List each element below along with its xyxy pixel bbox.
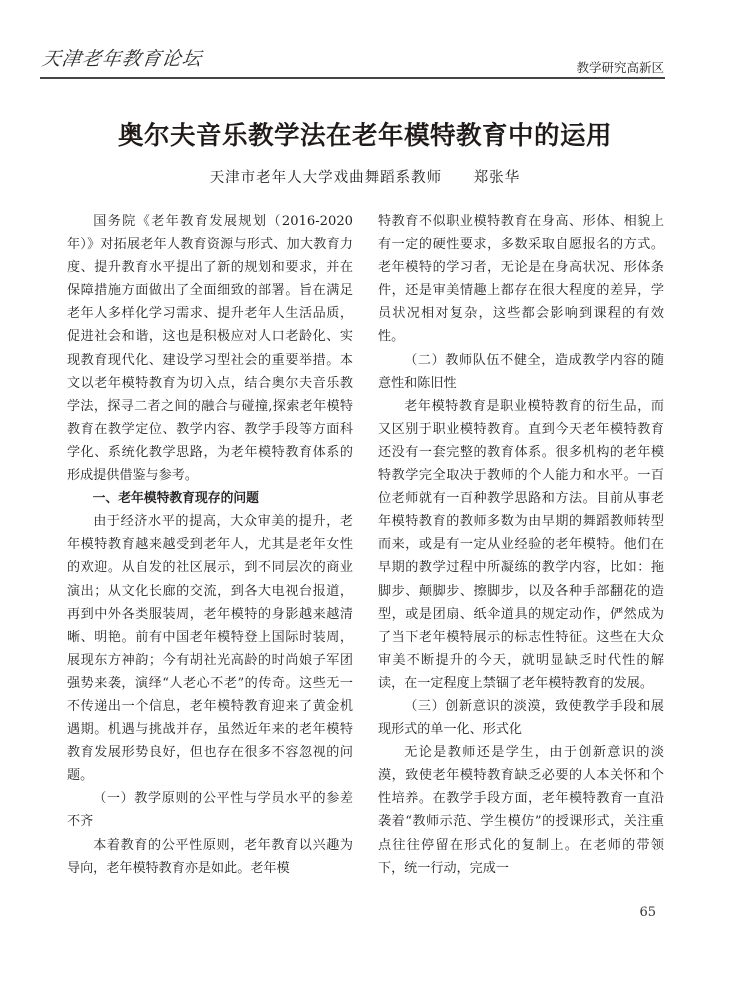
subsection-heading-2: （二）教师队伍不健全，造成教学内容的随意性和陈旧性	[378, 352, 664, 391]
left-column	[67, 210, 353, 880]
subsection-heading-1: （一）教学原则的公平性与学员水平的参差不齐	[67, 791, 353, 830]
author-affiliation: 天津市老年人大学戏曲舞蹈系教师	[209, 170, 443, 186]
body-paragraph: 老年模特教育是职业模特教育的衍生品，而又区别于职业模特教育。直到今天老年模特教育还没有一套完整的教育体系。很多机构的老年模特教学完全取决于教师的个人能力和水平。一百位老师就有一百种教学思路和方法。目前从事老年模特教育的教师多数为由早期的舞蹈教师转型而来，或是有一定从业经验的老年模特。他们在早期的教学过程中所凝练的教学内容，比如：拖脚步、颠脚步、擦脚步，以及各种手部翻花的造型，或是团扇、纸伞道具的规定动作，俨然成为了当下老年模特展示的标志性特征。这些在大众审美不断提升的今天，就明显缺乏时代性的解读，在一定程度上禁锢了老年模特教育的发展。	[378, 398, 664, 691]
journal-logo: 天津老年教育论坛	[40, 48, 204, 70]
body-paragraph: 本着教育的公平性原则，老年教育以兴趣为导向，老年模特教育亦是如此。老年模	[67, 837, 353, 876]
page-number: 65	[639, 905, 656, 920]
byline	[0, 166, 730, 187]
body-paragraph-continued: 特教育不似职业模特教育在身高、形体、相貌上有一定的硬性要求，多数采取自愿报名的方式。老年模特的学习者，无论是在身高状况、形体条件，还是审美情趣上都存在很大程度的差异，学员状况相对复杂，这些都会影响到课程的有效性。	[378, 214, 664, 345]
subsection-heading-3: （三）创新意识的淡漠，致使教学手段和展现形式的单一化、形式化	[378, 698, 664, 738]
section-label: 教学研究高新区	[576, 60, 664, 75]
section-heading-1: 一、老年模特教育现存的问题	[92, 491, 259, 507]
intro-paragraph: 国务院《老年教育发展规划（2016-2020年）》对拓展老年人教育资源与形式、加大教育力度、提升教育水平提出了新的规划和要求，并在保障措施方面做出了全面细致的部署。旨在满足老年人多样化学习需求、提升老年人生活品质，促进社会和谐，这也是积极应对人口老龄化、实现教育现代化、建设学习型社会的重要举措。本文以老年模特教育为切入点，结合奥尔夫音乐教学法，探寻二者之间的融合与碰撞,探索老年模特教育在教学定位、教学内容、教学手段等方面科学化、系统化教学思路，为老年模特教育体系的形成提供借鉴与参考。	[67, 214, 353, 484]
right-column	[378, 210, 664, 880]
author-name: 郑张华	[473, 170, 521, 186]
body-paragraph: 无论是教师还是学生，由于创新意识的淡漠，致使老年模特教育缺乏必要的人本关怀和个性培养。在教学手段方面，老年模特教育一直沿袭着“教师示范、学生模仿”的授课形式，关注重点往往停留在形式化的复制上。在老师的带领下，统一行动，完成一	[378, 745, 664, 876]
article-title: 奥尔夫音乐教学法在老年模特教育中的运用	[117, 121, 612, 151]
header-divider	[40, 77, 665, 79]
body-paragraph: 由于经济水平的提高，大众审美的提升，老年模特教育越来越受到老年人，尤其是老年女性的欢迎。从自发的社区展示，到不同层次的商业演出；从文化长廊的交流，到各大电视台报道，再到中外各类服装周，老年模特的身影越来越清晰、明艳。前有中国老年模特登上国际时装周，展现东方神韵；今有胡社光高龄的时尚娘子军团强势来袭，演绎“人老心不老”的传奇。这些无一不传递出一个信息，老年模特教育迎来了黄金机遇期。机遇与挑战并存，虽然近年来的老年模特教育发展形势良好，但也存在很多不容忽视的问题。	[67, 514, 353, 784]
